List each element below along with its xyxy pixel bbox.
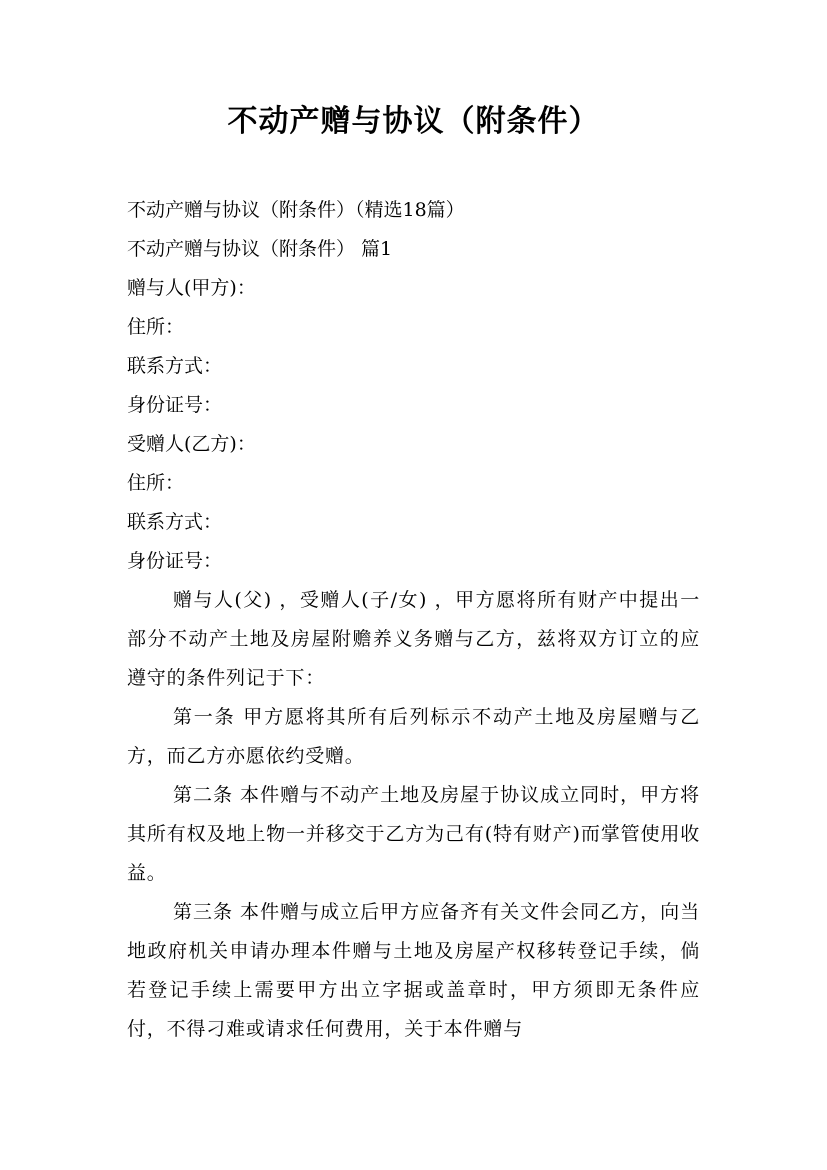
article-1-paragraph: 第一条 甲方愿将其所有后列标示不动产土地及房屋赠与乙方，而乙方亦愿依约受赠。 — [127, 706, 700, 767]
donor-label: 赠与人(甲方)： — [127, 277, 256, 299]
subtitle-line: 不动产赠与协议（附条件）（精选18篇） — [127, 199, 465, 221]
document-body — [127, 191, 700, 1049]
donee-id-label: 身份证号： — [127, 550, 223, 572]
document-title: 不动产赠与协议（附条件） — [227, 104, 600, 139]
donor-contact-label: 联系方式： — [127, 355, 223, 377]
donee-label: 受赠人(乙方)： — [127, 433, 256, 455]
donee-address-label: 住所： — [127, 472, 185, 494]
section-heading: 不动产赠与协议（附条件） 篇1 — [127, 238, 393, 260]
donor-address-label: 住所： — [127, 316, 185, 338]
article-3-paragraph: 第三条 本件赠与成立后甲方应备齐有关文件会同乙方，向当地政府机关申请办理本件赠与土地及房屋产权移转登记手续，倘若登记手续上需要甲方出立字据或盖章时，甲方须即无条件应付，不得刁难或请求任何费用，关于本件赠与 — [127, 901, 700, 1040]
donor-id-label: 身份证号： — [127, 394, 223, 416]
donee-contact-label: 联系方式： — [127, 511, 223, 533]
intro-paragraph: 赠与人(父) ，受赠人(子/女) ，甲方愿将所有财产中提出一部分不动产土地及房屋附赡养义务赠与乙方，兹将双方订立的应遵守的条件列记于下： — [127, 589, 700, 689]
article-2-paragraph: 第二条 本件赠与不动产土地及房屋于协议成立同时，甲方将其所有权及地上物一并移交于乙方为己有(特有财产)而掌管使用收益。 — [127, 784, 700, 884]
